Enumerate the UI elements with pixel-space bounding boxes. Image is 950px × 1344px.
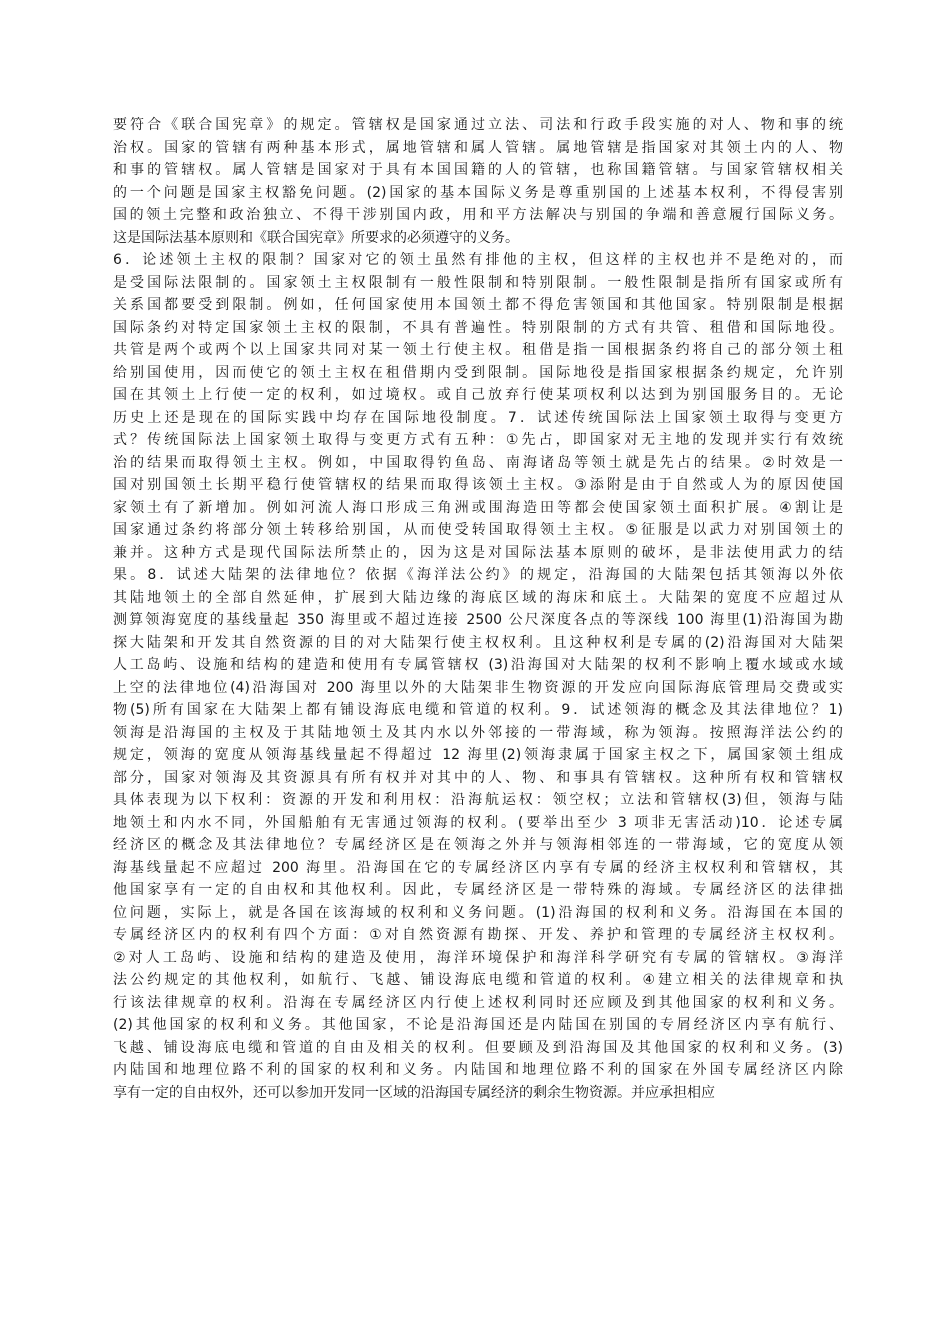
text-line: 果。8．试述大陆架的法律地位？依据《海洋法公约》的规定，沿海国的大陆架包括其领海以外依	[113, 567, 843, 583]
text-line: 的一个问题是国家主权豁免问题。(2)国家的基本国际义务是尊重别国的上述基本权利，不得侵害别	[113, 184, 843, 201]
text-line: 享有一定的自由权外，还可以参加开发同一区域的沿海国专属经济的剩余生物资源。并应承担相应	[113, 1084, 715, 1101]
body-text	[113, 114, 843, 1104]
text-line: 是受国际法限制的。国家领土主权限制有一般性限制和特别限制。一般性限制是指所有国家或所有	[113, 274, 843, 291]
text-line: 兼并。这种方式是现代国际法所禁止的，因为这是对国际法基本原则的破坏，是非法使用武力的结	[113, 544, 843, 561]
text-line: 具体表现为以下权利：资源的开发和利用权：沿海航运权：领空权；立法和管辖权(3)但，领海与陆	[113, 792, 843, 808]
text-line: 国际条约对特定国家领土主权的限制，不具有普遍性。特别限制的方式有共管、租借和国际地役。	[113, 319, 843, 336]
text-line: 历史上还是现在的国际实践中均存在国际地役制度。7．试述传统国际法上国家领土取得与变更方	[113, 409, 843, 426]
text-line: 治权。国家的管辖有两种基本形式，属地管辖和属人管辖。属地管辖是指国家对其领土内的人、物	[113, 139, 843, 156]
text-line: 这是国际法基本原则和《联合国宪章》所要求的必须遵守的义务。	[113, 229, 519, 246]
text-line: 人工岛屿、设施和结构的建造和使用有专属管辖权 (3)沿海国对大陆架的权利不影响上覆水域或水域	[113, 657, 843, 673]
text-line: 上空的法律地位(4)沿海国对 200 海里以外的大陆架非生物资源的开发应向国际海底管理局交费或实	[113, 679, 843, 696]
text-line: 国的领土完整和政治独立、不得干涉别国内政，用和平方法解决与别国的争端和善意履行国际义务。	[113, 207, 843, 223]
text-line: 探大陆架和开发其自然资源的目的对大陆架行使主权权利。且这种权利是专属的(2)沿海国对大陆架	[113, 634, 843, 651]
text-line: (2)其他国家的权利和义务。其他国家，不论是沿海国还是内陆国在别国的专屑经济区内享有航行、	[113, 1017, 843, 1033]
text-line: ②对人工岛屿、设施和结构的建造及使用，海洋环境保护和海洋科学研究有专属的管辖权。③海洋	[113, 949, 843, 966]
text-line: 行该法律规章的权利。沿海在专属经济区内行使上述权利同时还应顾及到其他国家的权利和义务。	[113, 994, 843, 1011]
text-line: 要符合《联合国宪章》的规定。管辖权是国家通过立法、司法和行政手段实施的对人、物和事的统	[113, 117, 843, 133]
text-line: 他国家享有一定的自由权和其他权利。因此，专属经济区是一带特殊的海域。专属经济区的法律拙	[113, 882, 843, 898]
text-line: 其陆地领土的全部自然延伸，扩展到大陆边缘的海底区域的海床和底土。大陆架的宽度不应超过从	[113, 589, 843, 606]
text-line: 领海是沿海国的主权及于其陆地领土及其内水以外邻接的一带海域，称为领海。按照海洋法公约的	[113, 724, 843, 741]
text-line: 海基线量起不应超过 200 海里。沿海国在它的专属经济区内享有专属的经济主权权利和管辖权，其	[113, 859, 843, 876]
text-line: 6．论述领土主权的限制？国家对它的领土虽然有排他的主权，但这样的主权也并不是绝对的，而	[113, 252, 843, 268]
text-line: 法公约规定的其他权利，如航行、飞越、铺设海底电缆和管道的权利。④建立相关的法律规章和执	[113, 972, 843, 988]
text-line: 测算领海宽度的基线量起 350 海里或不超过连接 2500 公尺深度各点的等深线 100 海里(1)沿海国为勘	[113, 612, 843, 628]
text-line: 和事的管辖权。属人管辖是国家对于具有本国国籍的人的管辖，也称国籍管辖。与国家管辖权相关	[113, 162, 843, 178]
text-line: 给别国使用，因而使它的领土主权在租借期内受到限制。国际地役是指国家根据条约规定，允许别	[113, 364, 843, 381]
text-line: 物(5)所有国家在大陆架上都有铺设海底电缆和管道的权利。9．试述领海的概念及其法律地位？1)	[113, 702, 843, 718]
text-line: 内陆国和地理位路不利的国家的权利和义务。内陆国和地理位路不利的国家在外国专属经济区内除	[113, 1062, 843, 1078]
text-line: 家领土有了新增加。例如河流人海口形成三角洲或围海造田等都会使国家领土面积扩展。④割让是	[113, 499, 843, 516]
text-line: 国在其领土上行使一定的权利，如过境权。或自己放弃行使某项权利以达到为别国服务目的。无论	[113, 387, 843, 403]
text-line: 国对别国领土长期平稳行使管辖权的结果而取得该领土主权。③添附是由于自然或人为的原因使国	[113, 477, 843, 493]
text-line: 地领土和内水不同，外国船舶有无害通过领海的权利。(要举出至少 3 项非无害活动)10．论述专属	[113, 814, 843, 831]
text-line: 治的结果而取得领土主权。例如，中国取得钓鱼岛、南海诸岛等领土就是先占的结果。②时效是一	[113, 454, 843, 471]
text-line: 共管是两个或两个以上国家共同对某一领土行使主权。租借是指一国根据条约将自己的部分领土租	[113, 342, 843, 358]
text-line: 规定，领海的宽度从领海基线量起不得超过 12 海里(2)领海隶属于国家主权之下，属国家领土组成	[113, 747, 843, 763]
text-line: 经济区的概念及其法律地位？专属经济区是在领海之外并与领海相邻连的一带海域，它的宽度从领	[113, 837, 843, 853]
text-line: 专属经济区内的权利有四个方面：①对自然资源有勘探、开发、养护和管理的专属经济主权权利。	[113, 927, 843, 943]
text-line: 国家通过条约将部分领土转移给别国，从而使受转国取得领土主权。⑤征服是以武力对别国领土的	[113, 522, 843, 538]
text-line: 位问题，实际上，就是各国在该海域的权利和义务问题。(1)沿海国的权利和义务。沿海国在本国的	[113, 904, 843, 921]
text-line: 部分，国家对领海及其资源具有所有权并对其中的人、物、和事具有管辖权。这种所有权和管辖权	[113, 769, 843, 786]
text-line: 关系国都要受到限制。例如，任何国家使用本国领土都不得危害领国和其他国家。特别限制是根据	[113, 297, 843, 313]
text-line: 飞越、铺设海底电缆和管道的自由及相关的权利。但要顾及到沿海国及其他国家的权利和义务。(3)	[113, 1039, 843, 1056]
text-line: 式？传统国际法上国家领土取得与变更方式有五种：①先占，即国家对无主地的发现并实行有效统	[113, 432, 843, 448]
